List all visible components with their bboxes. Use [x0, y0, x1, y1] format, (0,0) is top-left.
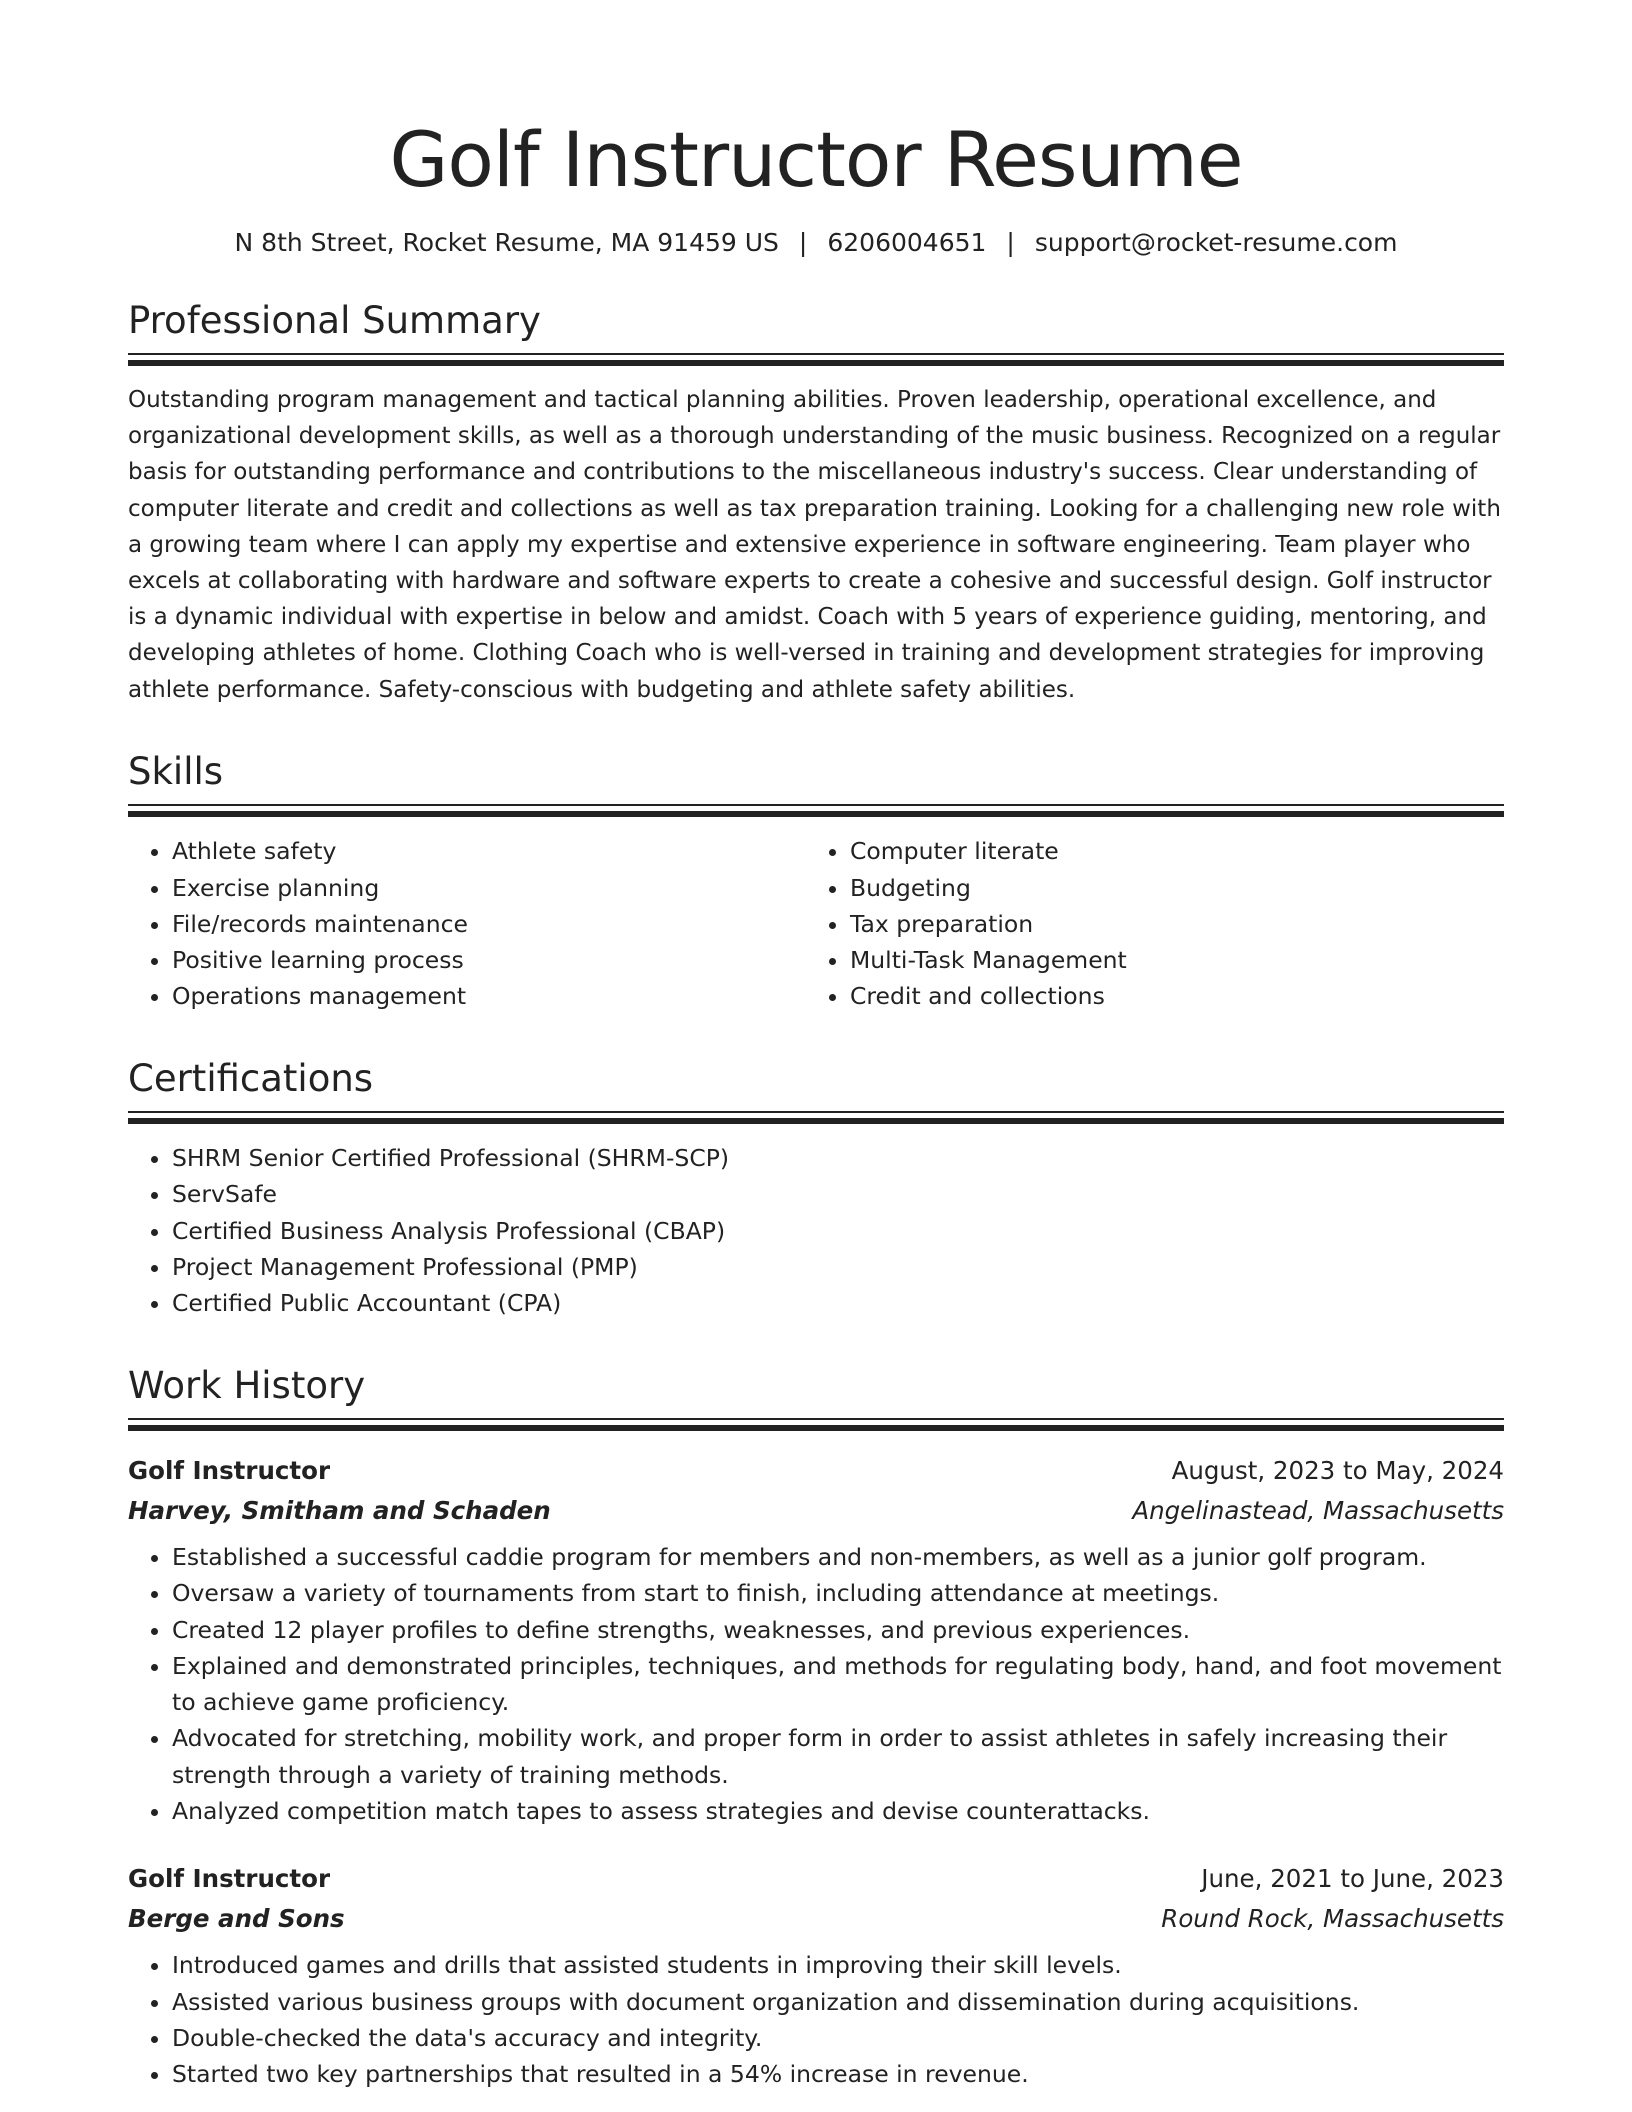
contact-address: N 8th Street, Rocket Resume, MA 91459 US	[234, 227, 779, 257]
skills-list-left	[128, 833, 806, 1014]
skill-item: • Credit and collections	[850, 978, 1484, 1014]
contact-line	[128, 228, 1504, 257]
certifications-list	[128, 1140, 1504, 1321]
certification-item: • Certified Public Accountant (CPA)	[172, 1285, 1504, 1321]
section-heading: Skills	[128, 749, 224, 793]
section-divider	[128, 1111, 1504, 1124]
skills-list-right	[806, 833, 1484, 1014]
job-company: Harvey, Smitham and Schaden	[128, 1495, 551, 1525]
contact-separator: |	[1006, 227, 1015, 257]
job-dates: August, 2023 to May, 2024	[1171, 1455, 1504, 1485]
job-bullet: • Analyzed competition match tapes to assess strategies and devise counterattacks.	[172, 1793, 1504, 1829]
job-bullet: • Oversaw a variety of tournaments from start to finish, including attendance at meetings.	[172, 1575, 1504, 1611]
skill-item: • Computer literate	[850, 833, 1484, 869]
job-location: Round Rock, Massachusetts	[1161, 1904, 1504, 1934]
job-header	[128, 1451, 1504, 1491]
job-bullet: • Established a successful caddie program for members and non-members, as well as a junior golf program.	[172, 1539, 1504, 1575]
section-divider	[128, 804, 1504, 817]
section-heading: Professional Summary	[128, 298, 541, 342]
job-bullet: • Started two key partnerships that resulted in a 54% increase in revenue.	[172, 2056, 1504, 2092]
contact-phone: 6206004651	[827, 227, 987, 257]
skill-item: • Operations management	[172, 978, 806, 1014]
skill-item: • Multi-Task Management	[850, 942, 1484, 978]
job-bullets	[128, 1947, 1504, 2092]
job-title: Golf Instructor	[128, 1455, 331, 1485]
job-bullets	[128, 1539, 1504, 1829]
certifications-section	[128, 1057, 1504, 1322]
job-subheader	[128, 1899, 1504, 1939]
section-heading: Certifications	[128, 1056, 374, 1100]
job-bullet: • Introduced games and drills that assisted students in improving their skill levels.	[172, 1947, 1504, 1983]
resume-page	[128, 115, 1504, 2093]
skills-section	[128, 750, 1504, 1015]
certification-item: • Project Management Professional (PMP)	[172, 1249, 1504, 1285]
job-location: Angelinastead, Massachusetts	[1132, 1495, 1504, 1525]
skill-item: • Athlete safety	[172, 833, 806, 869]
contact-separator: |	[798, 227, 808, 257]
job-company: Berge and Sons	[128, 1904, 345, 1934]
work-history-section	[128, 1364, 1504, 2093]
section-divider	[128, 353, 1504, 366]
job-title: Golf Instructor	[128, 1864, 331, 1894]
resume-title: Golf Instructor Resume	[389, 115, 1243, 204]
skill-item: • Budgeting	[850, 870, 1484, 906]
skill-item: • Tax preparation	[850, 906, 1484, 942]
job-entry	[128, 1451, 1504, 1829]
certification-item: • ServSafe	[172, 1176, 1504, 1212]
certification-item: • SHRM Senior Certified Professional (SHRM-SCP)	[172, 1140, 1504, 1176]
job-bullet: • Double-checked the data's accuracy and integrity.	[172, 2020, 1504, 2056]
section-heading: Work History	[128, 1363, 366, 1407]
skill-item: • Positive learning process	[172, 942, 806, 978]
skill-item: • Exercise planning	[172, 870, 806, 906]
job-header	[128, 1859, 1504, 1899]
section-divider	[128, 1418, 1504, 1431]
skills-columns	[128, 833, 1504, 1014]
job-bullet: • Created 12 player profiles to define strengths, weaknesses, and previous experiences.	[172, 1612, 1504, 1648]
job-bullet: • Advocated for stretching, mobility work, and proper form in order to assist athletes in safely increasing their strength through a variety of training methods.	[172, 1720, 1504, 1793]
certification-item: • Certified Business Analysis Professional (CBAP)	[172, 1213, 1504, 1249]
job-bullet: • Assisted various business groups with document organization and dissemination during acquisitions.	[172, 1984, 1504, 2020]
contact-email[interactable]: support@rocket-resume.com	[1034, 227, 1398, 257]
professional-summary-section	[128, 299, 1504, 708]
job-entry	[128, 1859, 1504, 2092]
summary-text: Outstanding program management and tactical planning abilities. Proven leadership, operational excellence, and organizational development skills, as well as a thorough understanding of the music business. Recognized on a regular basis for outstanding performance and contributions to the miscellaneous industry's success. Clear understanding of computer literate and credit and collections as well as tax preparation training. Looking for a challenging new role with a growing team where I can apply my expertise and extensive experience in software engineering. Team player who excels at collaborating with hardware and software experts to create a cohesive and successful design. Golf instructor is a dynamic individual with expertise in below and amidst. Coach with 5 years of experience guiding, mentoring, and developing athletes of home. Clothing Coach who is well-versed in training and development strategies for improving athlete performance. Safety-conscious with budgeting and athlete safety abilities.	[128, 386, 1501, 703]
job-dates: June, 2021 to June, 2023	[1201, 1864, 1504, 1894]
skill-item: • File/records maintenance	[172, 906, 806, 942]
job-subheader	[128, 1491, 1504, 1531]
job-bullet: • Explained and demonstrated principles, techniques, and methods for regulating body, hand, and foot movement to achieve game proficiency.	[172, 1648, 1504, 1721]
